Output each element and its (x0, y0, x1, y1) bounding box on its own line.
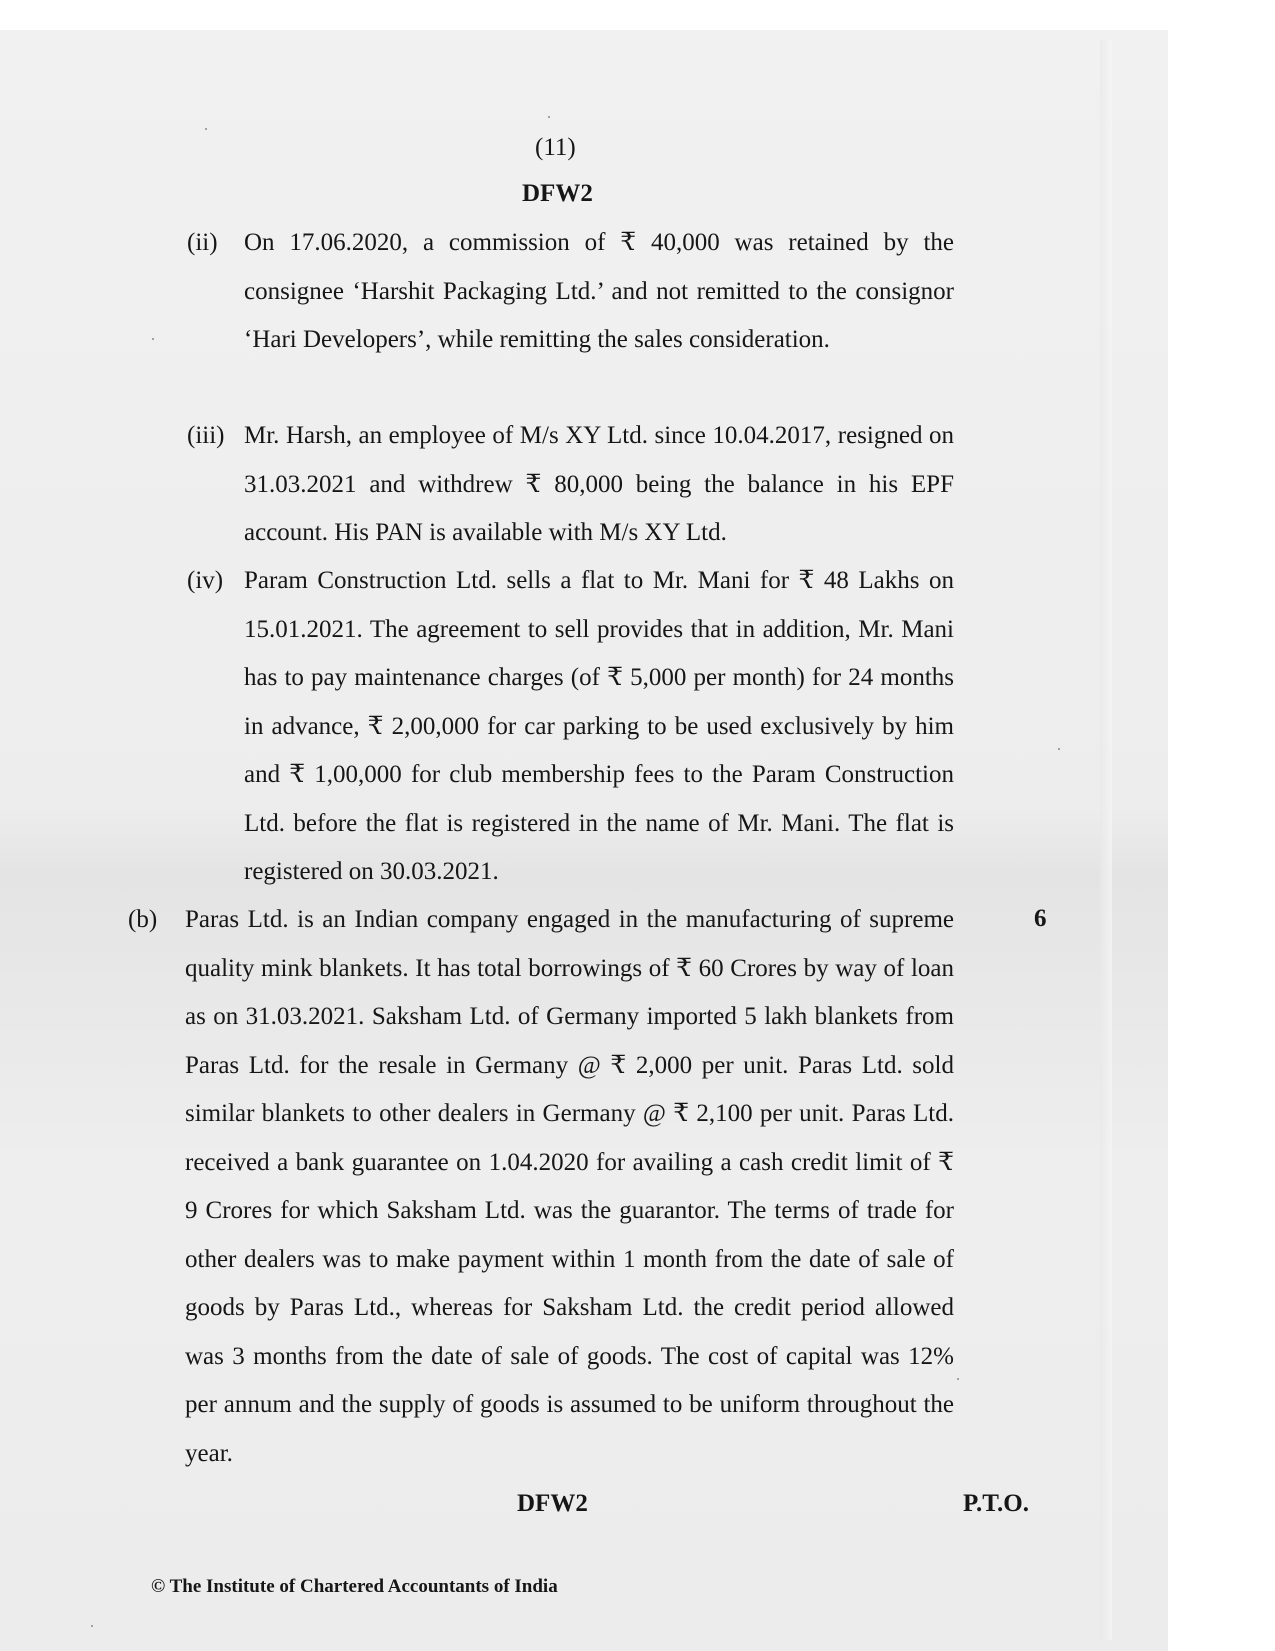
part-b-marks: 6 (1034, 905, 1047, 932)
scan-speck (91, 1625, 93, 1627)
scan-speck (152, 338, 154, 340)
item-text-iii: Mr. Harsh, an employee of M/s XY Ltd. since 10.04.2017, resigned on 31.03.2021 and withdrew ₹ 80,000 being the balance in his EPF account. His PAN is available with M/s XY Ltd. (244, 422, 954, 546)
copyright-notice: © The Institute of Chartered Accountants of India (151, 1576, 558, 1597)
item-marker-ii: (ii) (187, 229, 218, 256)
part-b-marker: (b) (128, 906, 158, 933)
scan-speck (957, 1378, 959, 1380)
scan-speck (1058, 748, 1060, 750)
scan-speck (548, 116, 550, 118)
part-b-text: Paras Ltd. is an Indian company engaged in the manufacturing of supreme quality mink blankets. It has total borrowings of ₹ 60 Crores by way of loan as on 31.03.2021. Saksham Ltd. of Germany imported 5 lakh blankets from Paras Ltd. for the resale in Germany @ ₹ 2,000 per unit. Paras Ltd. sold similar blankets to other dealers in Germany @ ₹ 2,100 per unit. Paras Ltd. received a bank guarantee on 1.04.2020 for availing a cash credit limit of ₹ 9 Crores for which Saksham Ltd. was the guarantor. The terms of trade for other dealers was to make payment within 1 month from the date of sale of goods by Paras Ltd., whereas for Saksham Ltd. the credit period allowed was 3 months from the date of sale of goods. The cost of capital was 12% per annum and the supply of goods is assumed to be uniform throughout the year. (185, 906, 954, 1467)
item-text-iv: Param Construction Ltd. sells a flat to Mr. Mani for ₹ 48 Lakhs on 15.01.2021. The agreement to sell provides that in addition, Mr. Mani has to pay maintenance charges (of ₹ 5,000 per month) for 24 months in advance, ₹ 2,00,000 for car parking to be used exclusively by him and ₹ 1,00,000 for club membership fees to the Param Construction Ltd. before the flat is registered in the name of Mr. Mani. The flat is registered on 30.03.2021. (244, 567, 954, 885)
paper-code-header: DFW2 (522, 180, 593, 207)
item-text-ii: On 17.06.2020, a commission of ₹ 40,000 was retained by the consignee ‘Harshit Packaging Ltd.’ and not remitted to the consignor ‘Hari Developers’, while remitting the sales consideration. (244, 229, 954, 353)
scan-speck (205, 128, 207, 130)
paper-code-footer: DFW2 (517, 1490, 588, 1517)
page-edge-shadow (1100, 40, 1112, 1640)
pto-label: P.T.O. (963, 1490, 1029, 1517)
item-marker-iv: (iv) (187, 567, 224, 594)
page-number: (11) (535, 134, 576, 161)
item-marker-iii: (iii) (187, 422, 225, 449)
